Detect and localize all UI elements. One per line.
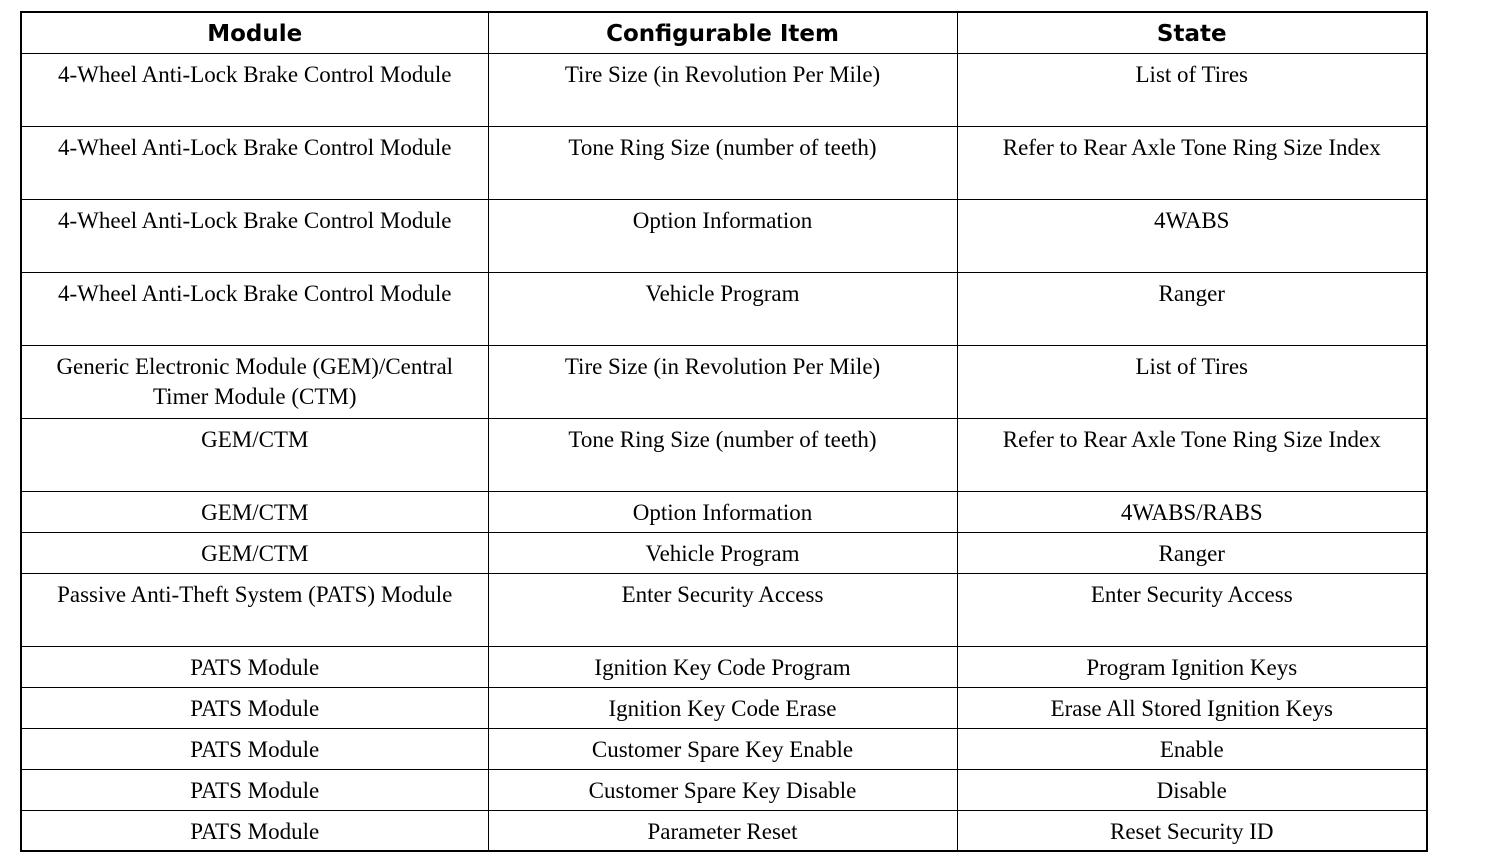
state-cell: Erase All Stored Ignition Keys (957, 687, 1427, 728)
configurable-item-cell: Tire Size (in Revolution Per Mile) (488, 53, 957, 126)
header-module: Module (21, 12, 488, 53)
configurable-item-cell: Option Information (488, 491, 957, 532)
state-cell: Program Ignition Keys (957, 646, 1427, 687)
module-cell: 4-Wheel Anti-Lock Brake Control Module (21, 199, 488, 272)
state-cell: 4WABS/RABS (957, 491, 1427, 532)
configurable-item-cell: Vehicle Program (488, 272, 957, 345)
table-row (21, 532, 1427, 573)
table-row (21, 272, 1427, 345)
table-row (21, 687, 1427, 728)
module-cell: PATS Module (21, 687, 488, 728)
configurable-item-cell: Ignition Key Code Program (488, 646, 957, 687)
state-cell: Disable (957, 769, 1427, 810)
state-cell: Refer to Rear Axle Tone Ring Size Index (957, 126, 1427, 199)
header-row (21, 12, 1427, 53)
table-row (21, 418, 1427, 491)
configurable-item-cell: Tone Ring Size (number of teeth) (488, 126, 957, 199)
header-state: State (957, 12, 1427, 53)
table-row (21, 573, 1427, 646)
table-row (21, 345, 1427, 418)
state-cell: Enter Security Access (957, 573, 1427, 646)
module-cell: GEM/CTM (21, 418, 488, 491)
table-row (21, 126, 1427, 199)
table-row (21, 491, 1427, 532)
configurable-item-cell: Parameter Reset (488, 810, 957, 851)
table-row (21, 769, 1427, 810)
configurable-item-cell: Customer Spare Key Enable (488, 728, 957, 769)
module-cell: PATS Module (21, 646, 488, 687)
configurable-item-cell: Customer Spare Key Disable (488, 769, 957, 810)
module-cell: GEM/CTM (21, 532, 488, 573)
module-cell: Passive Anti-Theft System (PATS) Module (21, 573, 488, 646)
state-cell: Enable (957, 728, 1427, 769)
configurable-item-cell: Enter Security Access (488, 573, 957, 646)
configurable-item-cell: Tone Ring Size (number of teeth) (488, 418, 957, 491)
module-cell: PATS Module (21, 810, 488, 851)
state-cell: Refer to Rear Axle Tone Ring Size Index (957, 418, 1427, 491)
configuration-table (20, 11, 1428, 852)
configurable-item-cell: Tire Size (in Revolution Per Mile) (488, 345, 957, 418)
state-cell: List of Tires (957, 345, 1427, 418)
table-row (21, 53, 1427, 126)
module-cell: GEM/CTM (21, 491, 488, 532)
state-cell: Ranger (957, 272, 1427, 345)
module-cell: 4-Wheel Anti-Lock Brake Control Module (21, 272, 488, 345)
module-cell: Generic Electronic Module (GEM)/Central Timer Module (CTM) (21, 345, 488, 418)
header-configurable-item: Configurable Item (488, 12, 957, 53)
module-cell: PATS Module (21, 728, 488, 769)
configurable-item-cell: Option Information (488, 199, 957, 272)
module-cell: 4-Wheel Anti-Lock Brake Control Module (21, 53, 488, 126)
module-cell: 4-Wheel Anti-Lock Brake Control Module (21, 126, 488, 199)
state-cell: Reset Security ID (957, 810, 1427, 851)
table-row (21, 810, 1427, 851)
state-cell: 4WABS (957, 199, 1427, 272)
table-row (21, 199, 1427, 272)
state-cell: List of Tires (957, 53, 1427, 126)
configurable-item-cell: Vehicle Program (488, 532, 957, 573)
table-row (21, 728, 1427, 769)
table-row (21, 646, 1427, 687)
module-cell: PATS Module (21, 769, 488, 810)
configurable-item-cell: Ignition Key Code Erase (488, 687, 957, 728)
state-cell: Ranger (957, 532, 1427, 573)
